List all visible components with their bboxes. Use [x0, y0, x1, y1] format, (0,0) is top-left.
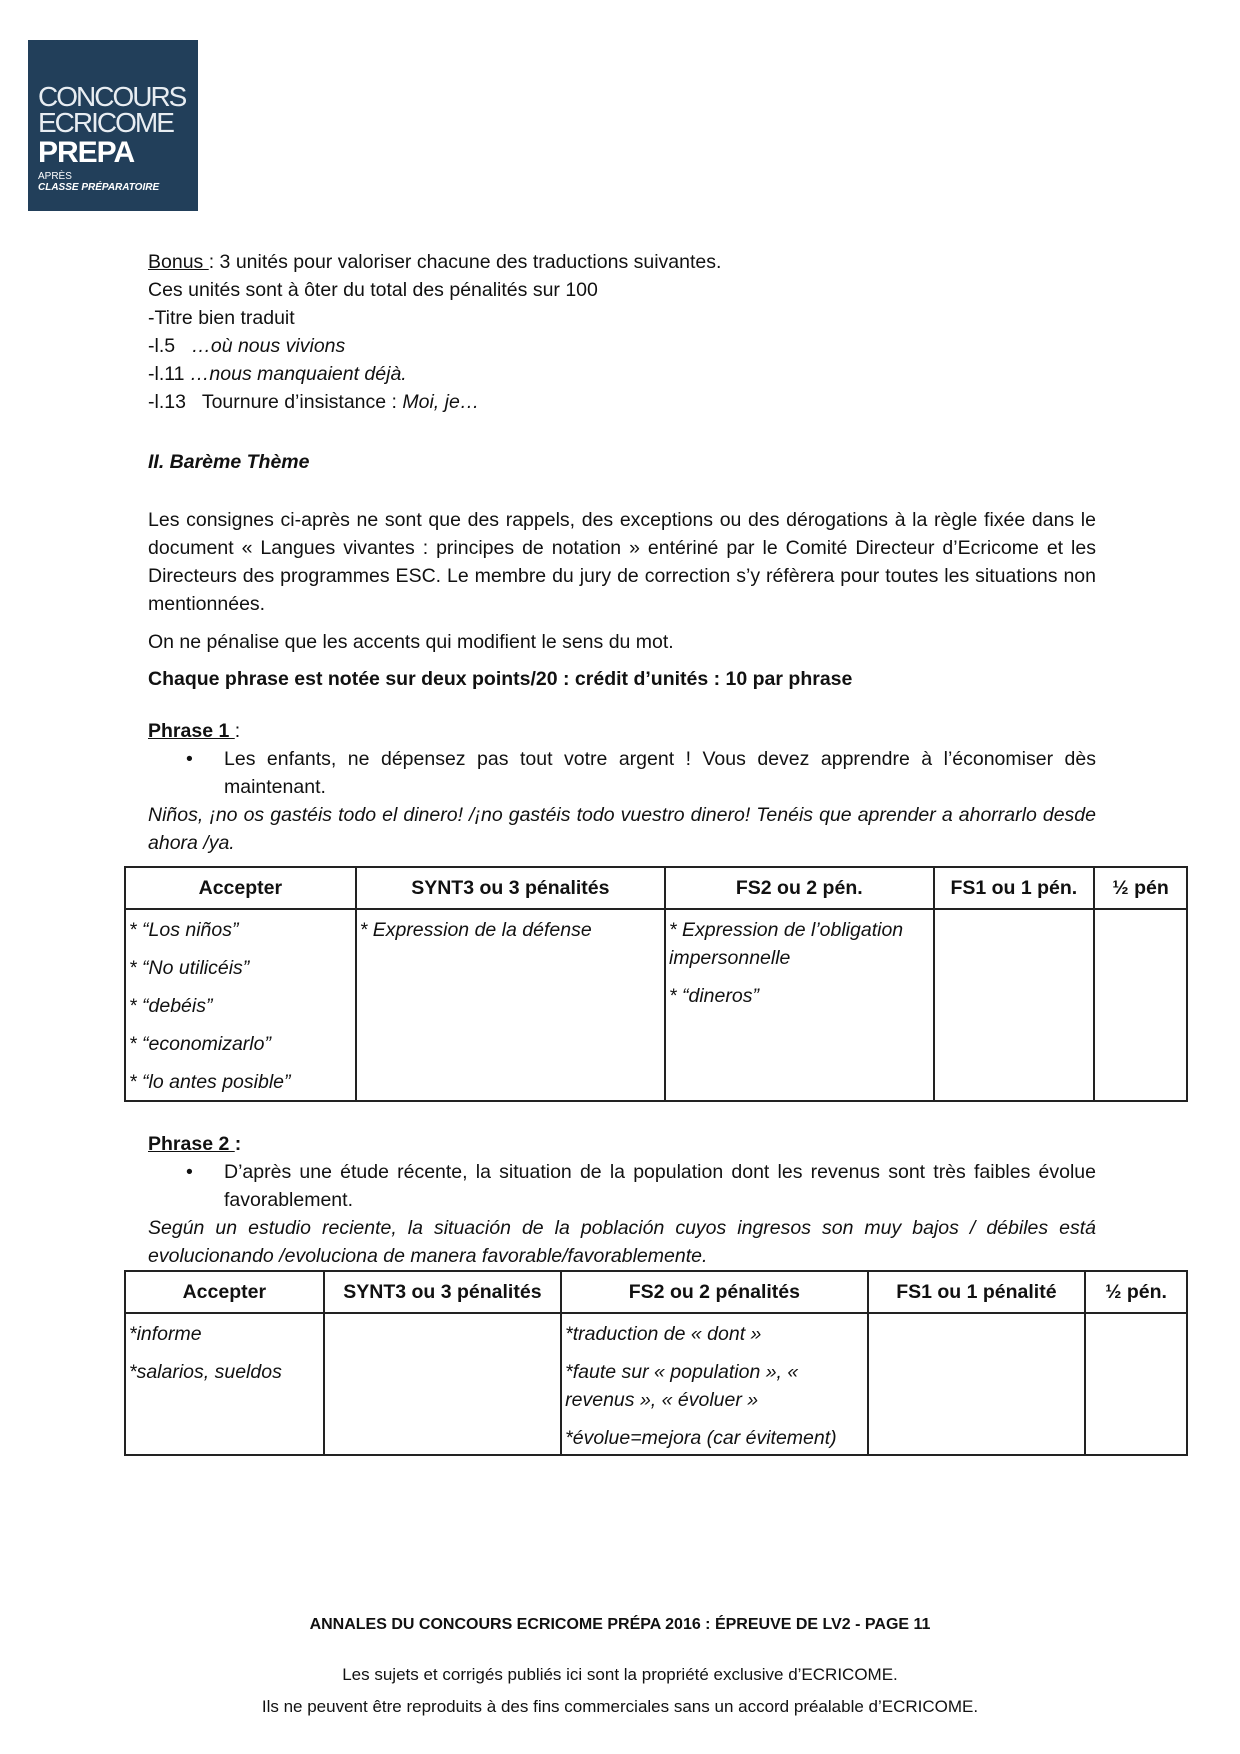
phrase2-source: • D’après une étude récente, la situation de la population dont les revenus sont très faibles évolue favorablement. [148, 1158, 1096, 1214]
fs2-cell [561, 1313, 867, 1455]
phrase2-table [124, 1270, 1188, 1456]
phrase1-source: • Les enfants, ne dépensez pas tout votre argent ! Vous devez apprendre à l’économiser dès maintenant. [148, 745, 1096, 801]
section-title: II. Barème Thème [148, 451, 310, 473]
logo-line-classe: CLASSE PRÉPARATOIRE [38, 182, 160, 193]
list-item: * “debéis” [129, 995, 213, 1017]
phrase2-colon: : [234, 1133, 242, 1155]
table-row [125, 1313, 1187, 1455]
bonus-label: Bonus [148, 251, 209, 273]
list-item: *faute sur « population », « revenus », « évoluer » [565, 1361, 799, 1411]
fs1-cell [868, 1313, 1086, 1455]
half-cell [1094, 909, 1187, 1101]
footer-line-2: Ils ne peuvent être reproduits à des fins commerciales sans un accord préalable d’ECRICOME. [261, 1697, 979, 1716]
phrase2-translation: Según un estudio reciente, la situación de la población cuyos ingresos son muy bajos / débiles está evolucionando /evoluciona de manera favorable/favorablemente. [148, 1217, 1096, 1267]
bonus-line-5-italic: …nous manquaient déjà. [189, 363, 407, 385]
col-synt3: SYNT3 ou 3 pénalités [324, 1271, 562, 1313]
col-fs2: FS2 ou 2 pén. [665, 867, 934, 909]
half-cell [1085, 1313, 1187, 1455]
list-item: * Expression de l’obligation impersonnelle [669, 919, 904, 969]
col-accepter: Accepter [125, 867, 356, 909]
col-synt3: SYNT3 ou 3 pénalités [356, 867, 665, 909]
section-paragraph: Les consignes ci-après ne sont que des rappels, des exceptions ou des dérogations à la règle fixée dans le document « Langues vivantes : principes de notation » entériné par le Comité Directeur d’Ecricome et les Directeurs des programmes ESC. Le membre du jury de correction s’y réfèrera pour toutes les situations non mentionnées. [148, 509, 1096, 615]
col-fs1: FS1 ou 1 pén. [934, 867, 1095, 909]
list-item: * “Los niños” [129, 919, 239, 941]
list-item: * “economizarlo” [129, 1033, 271, 1055]
synt3-cell [324, 1313, 562, 1455]
bonus-line-5-prefix: -l.11 [148, 363, 190, 385]
ecricome-logo [28, 40, 198, 211]
accepter-cell [125, 1313, 324, 1455]
bonus-line-6-italic: Moi, je… [402, 391, 480, 413]
accents-note: On ne pénalise que les accents qui modifient le sens du mot. [148, 631, 674, 653]
bonus-line-3: -Titre bien traduit [148, 307, 295, 329]
phrase1-label: Phrase 1 [148, 720, 235, 742]
bonus-line-6-prefix: -l.13 Tournure d’insistance : [148, 391, 403, 413]
footer-title: ANNALES DU CONCOURS ECRICOME PRÉPA 2016 : ÉPREUVE DE LV2 - PAGE 11 [309, 1616, 931, 1633]
phrase2-label: Phrase 2 [148, 1133, 235, 1155]
table-header-row [125, 867, 1187, 909]
bonus-line-6 [148, 388, 1096, 416]
logo-line-concours: CONCOURS [38, 81, 186, 112]
accepter-cell [125, 909, 356, 1101]
phrase1-heading [148, 717, 1096, 745]
logo-line-apres: APRÈS [38, 171, 72, 182]
bonus-line-1 [148, 248, 1096, 276]
synt3-cell [356, 909, 665, 1101]
list-item: * Expression de la défense [359, 919, 592, 941]
page-content [148, 248, 1096, 857]
phrase1-table [124, 866, 1188, 1102]
list-item: *traduction de « dont » [565, 1323, 762, 1345]
bonus-line-4-prefix: -l.5 [148, 335, 192, 357]
col-fs1: FS1 ou 1 pénalité [868, 1271, 1086, 1313]
bonus-line-4 [148, 332, 1096, 360]
table-header-row [125, 1271, 1187, 1313]
list-item: * “No utilicéis” [129, 957, 250, 979]
footer-line-1: Les sujets et corrigés publiés ici sont la propriété exclusive d’ECRICOME. [342, 1665, 898, 1684]
list-item: *salarios, sueldos [129, 1361, 282, 1383]
bonus-line-5 [148, 360, 1096, 388]
table-row [125, 909, 1187, 1101]
list-item: * “dineros” [669, 985, 759, 1007]
phrase2-heading [148, 1130, 1096, 1158]
col-fs2: FS2 ou 2 pénalités [561, 1271, 867, 1313]
fs1-cell [934, 909, 1095, 1101]
phrase1-colon: : [234, 720, 241, 742]
logo-line-ecricome: ECRICOME [38, 107, 173, 138]
col-accepter: Accepter [125, 1271, 324, 1313]
bonus-text: : 3 unités pour valoriser chacune des traductions suivantes. [208, 251, 722, 273]
bonus-line-2: Ces unités sont à ôter du total des pénalités sur 100 [148, 279, 598, 301]
phrase1-translation: Niños, ¡no os gastéis todo el dinero! /¡no gastéis todo vuestro dinero! Tenéis que aprender a ahorrarlo desde ahora /ya. [148, 804, 1096, 854]
logo-line-prepa: PREPA [38, 136, 135, 169]
phrase2-content [148, 1130, 1096, 1270]
list-item: *informe [129, 1323, 202, 1345]
bonus-line-4-italic: …où nous vivions [191, 335, 346, 357]
col-half: ½ pén [1094, 867, 1187, 909]
col-half: ½ pén. [1085, 1271, 1187, 1313]
list-item: * “lo antes posible” [129, 1071, 291, 1093]
fs2-cell [665, 909, 934, 1101]
credit-note: Chaque phrase est notée sur deux points/20 : crédit d’unités : 10 par phrase [148, 668, 853, 690]
list-item: *évolue=mejora (car évitement) [565, 1427, 837, 1449]
